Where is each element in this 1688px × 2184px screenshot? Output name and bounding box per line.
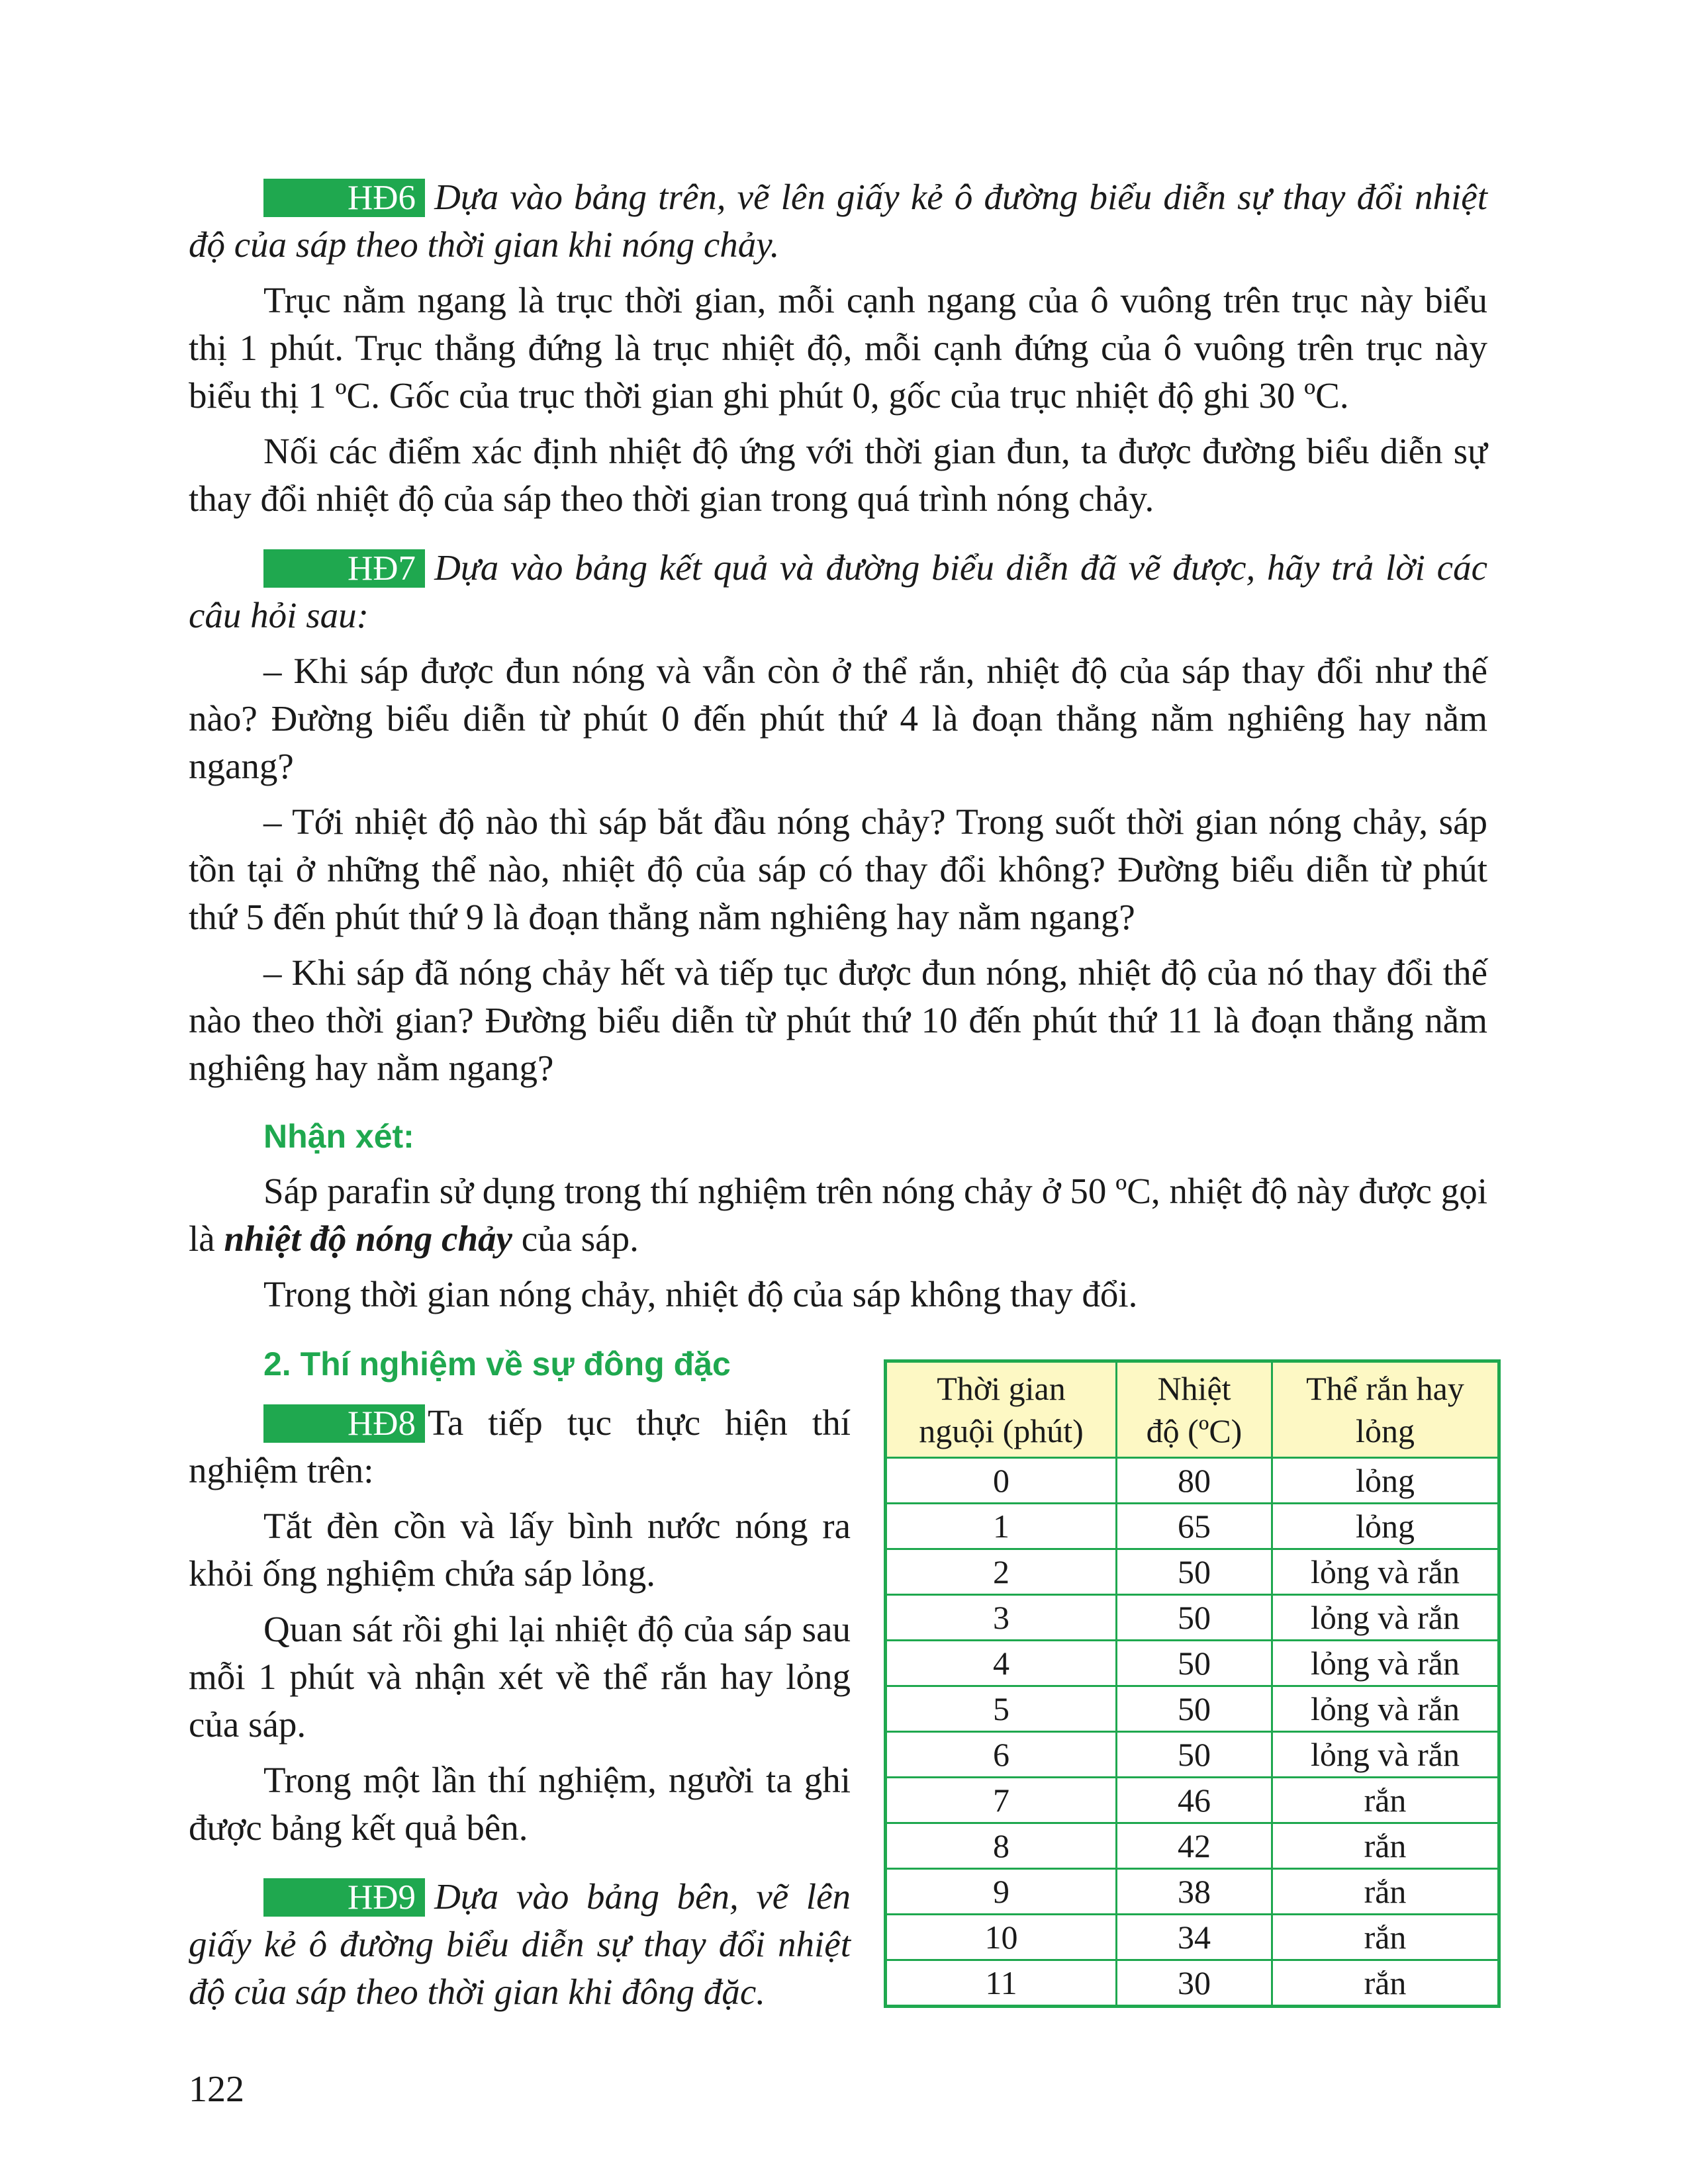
remark-paragraph-2: Trong thời gian nóng chảy, nhiệt độ của sáp không thay đổi. <box>263 1274 1138 1314</box>
cell-temperature: 80 <box>1117 1458 1272 1504</box>
table-row <box>886 1823 1499 1869</box>
header-state: Thể rắn hay lỏng <box>1272 1361 1499 1458</box>
cell-time: 3 <box>886 1595 1117 1641</box>
hd7-question-text: Dựa vào bảng kết quả và đường biểu diễn đã vẽ được, hãy trả lời các câu hỏi sau: <box>189 547 1487 635</box>
cell-temperature: 50 <box>1117 1549 1272 1595</box>
cell-state: lỏng <box>1272 1458 1499 1504</box>
cell-time: 4 <box>886 1641 1117 1686</box>
cell-time: 11 <box>886 1960 1117 2007</box>
header-temperature: Nhiệt độ (ºC) <box>1117 1361 1272 1458</box>
hd9-question <box>189 1873 851 2016</box>
remark-term: nhiệt độ nóng chảy <box>224 1218 512 1259</box>
table-row <box>886 1641 1499 1686</box>
section-2-paragraph-3: Trong một lần thí nghiệm, người ta ghi được bảng kết quả bên. <box>189 1760 851 1848</box>
hd6-paragraph-2: Nối các điểm xác định nhiệt độ ứng với thời gian đun, ta được đường biểu diễn sự thay đổi nhiệt độ của sáp theo thời gian trong quá trình nóng chảy. <box>189 431 1487 519</box>
remark-text-a: Sáp parafin sử dụng trong thí nghiệm trên nóng chảy ở 50 ºC, nhiệt độ này được gọi là <box>189 1171 1487 1259</box>
cell-temperature: 34 <box>1117 1915 1272 1960</box>
section-2-heading: 2. Thí nghiệm về sự đông đặc <box>263 1345 731 1383</box>
section-2-paragraph-1: Tắt đèn cồn và lấy bình nước nóng ra khỏi ống nghiệm chứa sáp lỏng. <box>189 1506 851 1594</box>
cooling-results-table <box>884 1359 1501 2008</box>
table-row <box>886 1778 1499 1823</box>
cell-state: lỏng và rắn <box>1272 1732 1499 1778</box>
cell-temperature: 65 <box>1117 1504 1272 1549</box>
hd8-text <box>189 1399 851 1494</box>
table-header-row <box>886 1361 1499 1458</box>
hd8-badge: HĐ8 <box>263 1404 425 1443</box>
remark-heading: Nhận xét: <box>263 1118 414 1155</box>
cell-time: 2 <box>886 1549 1117 1595</box>
cell-time: 1 <box>886 1504 1117 1549</box>
section-2-text <box>189 1341 851 2016</box>
cell-time: 9 <box>886 1869 1117 1915</box>
hd6-question <box>189 173 1487 269</box>
table-row <box>886 1732 1499 1778</box>
hd6-paragraph-1: Trục nằm ngang là trục thời gian, mỗi cạnh ngang của ô vuông trên trục này biểu thị 1 phút. Trục thẳng đứng là trục nhiệt độ, mỗi cạnh đứng của ô vuông trên trục này biểu thị 1 ºC. Gốc của trục thời gian ghi phút 0, gốc của trục nhiệt độ ghi 30 ºC. <box>189 280 1487 416</box>
table-row <box>886 1686 1499 1732</box>
table-body <box>886 1458 1499 2007</box>
hd7-badge: HĐ7 <box>263 549 425 588</box>
section-2-paragraph-2: Quan sát rồi ghi lại nhiệt độ của sáp sau mỗi 1 phút và nhận xét về thể rắn hay lỏng của sáp. <box>189 1609 851 1745</box>
cell-time: 5 <box>886 1686 1117 1732</box>
hd7-item-3: – Khi sáp đã nóng chảy hết và tiếp tục được đun nóng, nhiệt độ của nó thay đổi thế nào theo thời gian? Đường biểu diễn từ phút thứ 10 đến phút thứ 11 là đoạn thẳng nằm nghiêng hay nằm ngang? <box>189 952 1487 1088</box>
table-row <box>886 1869 1499 1915</box>
cell-state: rắn <box>1272 1869 1499 1915</box>
cell-state: rắn <box>1272 1960 1499 2007</box>
cell-temperature: 30 <box>1117 1960 1272 2007</box>
cell-state: rắn <box>1272 1823 1499 1869</box>
cell-temperature: 42 <box>1117 1823 1272 1869</box>
table-row <box>886 1504 1499 1549</box>
header-time: Thời gian nguội (phút) <box>886 1361 1117 1458</box>
hd7-item-2: – Tới nhiệt độ nào thì sáp bắt đầu nóng chảy? Trong suốt thời gian nóng chảy, sáp tồn tại ở những thể nào, nhiệt độ của sáp có thay đổi không? Đường biểu diễn từ phút thứ 5 đến phút thứ 9 là đoạn thẳng nằm nghiêng hay nằm ngang? <box>189 801 1487 937</box>
table-row <box>886 1960 1499 2007</box>
page-content <box>189 173 1487 2016</box>
hd7-item-1: – Khi sáp được đun nóng và vẫn còn ở thể rắn, nhiệt độ của sáp thay đổi như thế nào? Đường biểu diễn từ phút 0 đến phút thứ 4 là đoạn thẳng nằm nghiêng hay nằm ngang? <box>189 651 1487 786</box>
cell-state: rắn <box>1272 1778 1499 1823</box>
cell-state: lỏng và rắn <box>1272 1549 1499 1595</box>
cell-time: 0 <box>886 1458 1117 1504</box>
cell-time: 10 <box>886 1915 1117 1960</box>
cell-temperature: 50 <box>1117 1641 1272 1686</box>
cell-state: lỏng <box>1272 1504 1499 1549</box>
page-number: 122 <box>189 2069 244 2110</box>
table-row <box>886 1915 1499 1960</box>
remark-paragraph-1 <box>189 1167 1487 1263</box>
section-2 <box>189 1341 1487 2016</box>
hd9-badge: HĐ9 <box>263 1878 425 1917</box>
cell-time: 8 <box>886 1823 1117 1869</box>
table-row <box>886 1458 1499 1504</box>
cell-state: lỏng và rắn <box>1272 1641 1499 1686</box>
hd6-question-text: Dựa vào bảng trên, vẽ lên giấy kẻ ô đường biểu diễn sự thay đổi nhiệt độ của sáp theo thời gian khi nóng chảy. <box>189 177 1487 265</box>
cell-state: lỏng và rắn <box>1272 1686 1499 1732</box>
table-row <box>886 1549 1499 1595</box>
cell-state: rắn <box>1272 1915 1499 1960</box>
hd9-question-text: Dựa vào bảng bên, vẽ lên giấy kẻ ô đường biểu diễn sự thay đổi nhiệt độ của sáp theo thời gian khi đông đặc. <box>189 1876 851 2012</box>
table-row <box>886 1595 1499 1641</box>
hd6-badge: HĐ6 <box>263 179 425 217</box>
hd8-text-body: Ta tiếp tục thực hiện thí nghiệm trên: <box>189 1402 851 1490</box>
cell-temperature: 50 <box>1117 1732 1272 1778</box>
cooling-table-wrapper <box>884 1359 1501 2008</box>
remark-text-c: của sáp. <box>512 1218 639 1259</box>
hd7-question <box>189 544 1487 639</box>
cell-temperature: 38 <box>1117 1869 1272 1915</box>
cell-temperature: 46 <box>1117 1778 1272 1823</box>
cell-temperature: 50 <box>1117 1595 1272 1641</box>
cell-temperature: 50 <box>1117 1686 1272 1732</box>
cell-time: 7 <box>886 1778 1117 1823</box>
cell-state: lỏng và rắn <box>1272 1595 1499 1641</box>
cell-time: 6 <box>886 1732 1117 1778</box>
